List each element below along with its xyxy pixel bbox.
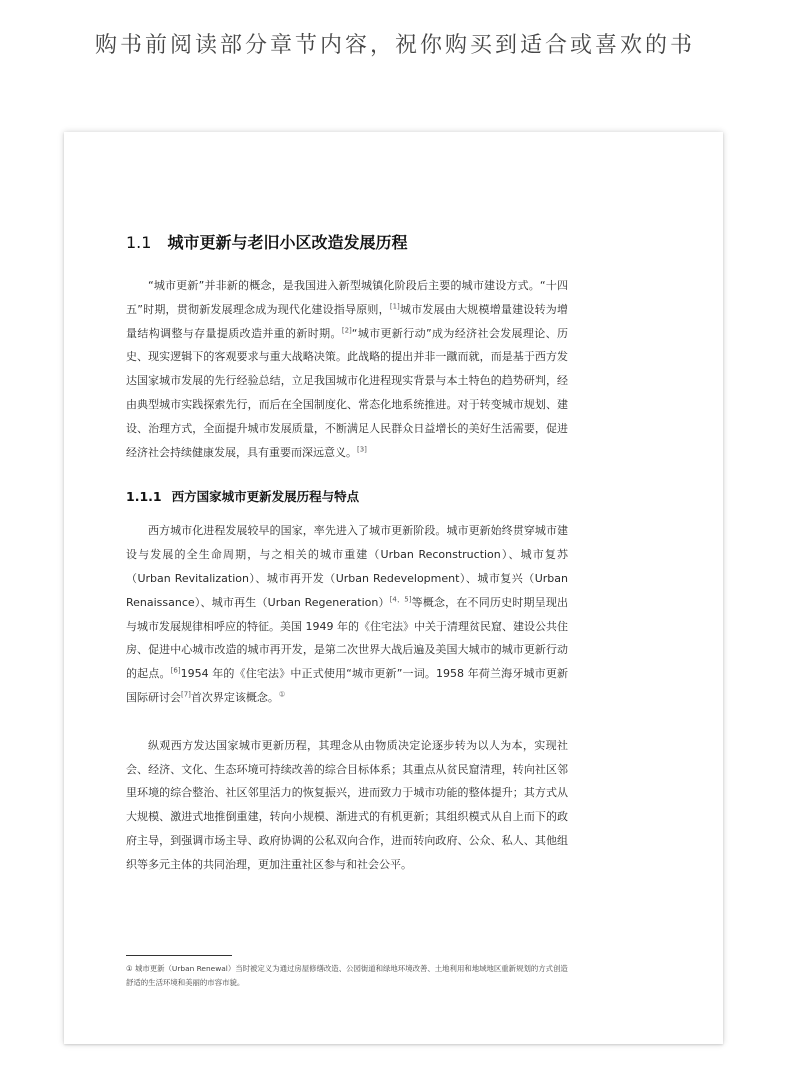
citation-1: [1] <box>389 302 400 311</box>
footnote-divider <box>126 955 232 956</box>
paragraph-1 <box>126 274 568 464</box>
paragraph-2-text-d: 首次界定该概念。 <box>190 690 279 704</box>
citation-2: [2] <box>341 325 352 334</box>
paragraph-2-text-a: 西方城市化进程发展较早的国家，率先进入了城市更新阶段。城市更新始终贯穿城市建设与发展的全生命周期，与之相关的城市重建（Urban Reconstruction）、城市复苏（Urban Revitalization）、城市再开发（Urban Redevelopment）、城市复兴（Urban Renaissance）、城市再生（Urban Regeneration） <box>126 524 568 609</box>
paragraph-3: 纵观西方发达国家城市更新历程，其理念从由物质决定论逐步转为以人为本，实现社会、经济、文化、生态环境可持续改善的综合目标体系；其重点从贫民窟清理，转向社区邻里环境的综合整治、社区邻里活力的恢复振兴，进而致力于城市功能的整体提升；其方式从大规模、激进式地推倒重建，转向小规模、渐进式的有机更新；其组织模式从自上而下的政府主导，到强调市场主导、政府协调的公私双向合作，进而转向政府、公众、私人、其他组织等多元主体的共同治理，更加注重社区参与和社会公平。 <box>126 738 568 871</box>
section-title: 城市更新与老旧小区改造发展历程 <box>167 233 408 252</box>
citation-7: [7] <box>181 690 191 699</box>
document-page <box>64 132 723 1044</box>
citation-4-5: [4，5] <box>389 595 412 604</box>
subsection-number: 1.1.1 <box>126 489 162 505</box>
paragraph-1-text-a: “城市更新”并非新的概念，是我国进入新型城镇化阶段后主要的城市建设方式。“十四五”时期，贯彻新发展理念成为现代化建设指导原则， <box>126 279 568 316</box>
subsection-heading <box>126 488 568 506</box>
banner-text: 购书前阅读部分章节内容，祝你购买到适合或喜欢的书 <box>94 33 695 58</box>
paragraph-2-text-b: 等概念，在不同历史时期呈现出与城市发展规律相呼应的特征。美国 1949 年的《住宅法》中关于清理贫民窟、建设公共住房、促进中心城市改造的城市再开发，是第二次世界大战后遍及美国大城市的城市更新行动的起点。 <box>126 595 569 681</box>
paragraph-1-text-b: 城市发展由大规模增量建设转为增量结构调整与存量提质改造并重的新时期。 <box>126 302 569 340</box>
footnote: ① 城市更新（Urban Renewal）当时被定义为通过房屋修缮改造、公园街道和绿地环境改善、土地利用和地域地区重新规划的方式创造舒适的生活环境和美丽的市容市貌。 <box>126 964 568 987</box>
citation-3: [3] <box>357 444 367 453</box>
page-content <box>126 232 568 877</box>
paragraph-2 <box>126 519 568 709</box>
citation-6: [6] <box>170 666 181 675</box>
subsection-title: 西方国家城市更新发展历程与特点 <box>171 489 360 505</box>
section-number: 1.1 <box>126 233 152 252</box>
footnote-marker: ① <box>278 690 286 699</box>
section-heading <box>126 232 568 254</box>
paragraph-2-text-c: 1954 年的《住宅法》中正式使用“城市更新”一词。1958 年荷兰海牙城市更新国际研讨会 <box>126 667 568 704</box>
paragraph-1-text-c: “城市更新行动”成为经济社会发展理论、历史、现实逻辑下的客观要求与重大战略决策。此战略的提出并非一蹴而就，而是基于西方发达国家城市发展的先行经验总结，立足我国城市化进程现实背景与本土特色的趋势研判，经由典型城市实践探索先行，而后在全国制度化、常态化地系统推进。对于转变城市规划、建设、治理方式，全面提升城市发展质量，不断满足人民群众日益增长的美好生活需要，促进经济社会持续健康发展，具有重要而深远意义。 <box>126 326 568 459</box>
